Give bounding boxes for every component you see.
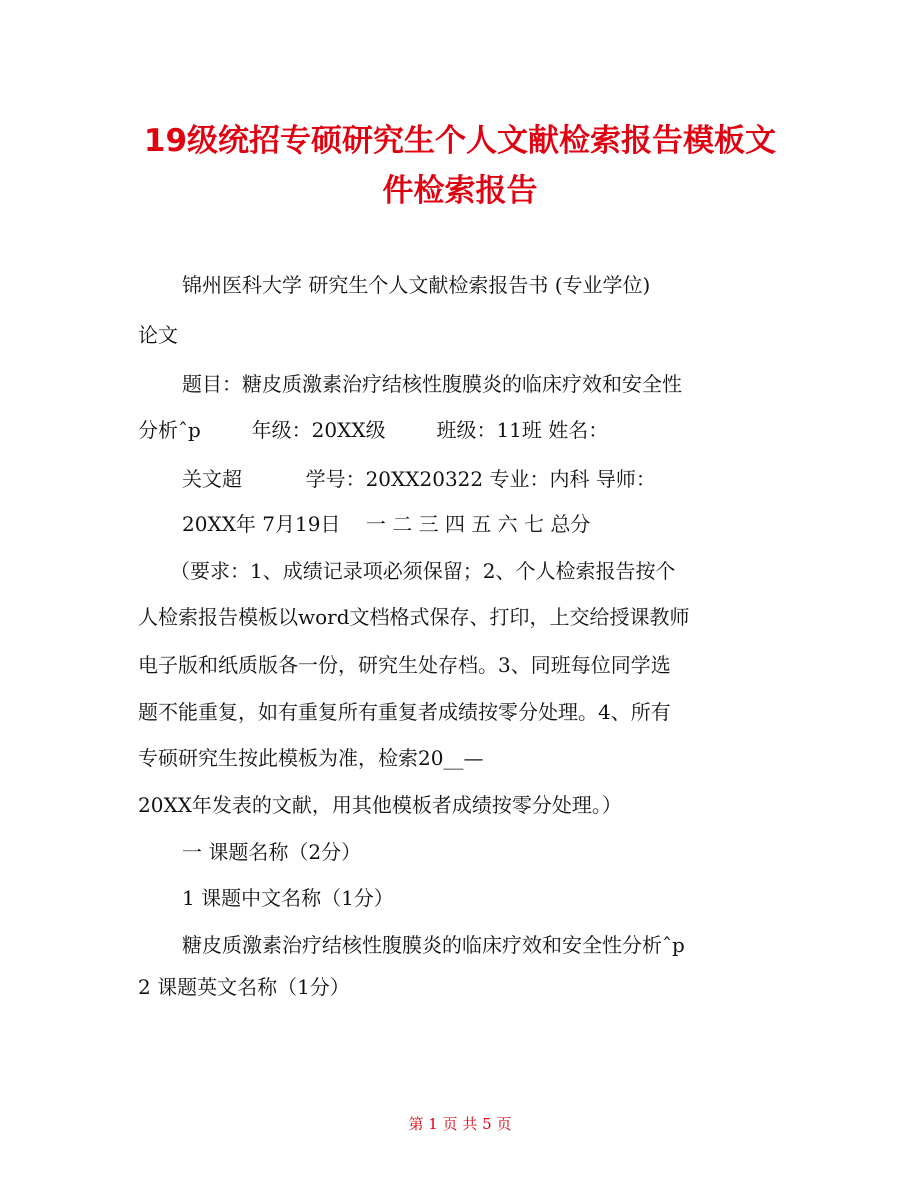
- paragraph-line-requirements-4: 题不能重复，如有重复所有重复者成绩按零分处理。4、所有: [138, 700, 671, 724]
- paragraph-line-requirements-3: 电子版和纸质版各一份，研究生处存档。3、同班每位同学选: [138, 653, 671, 677]
- page-number-footer: 第 1 页 共 5 页: [408, 1115, 512, 1133]
- title-line-1: 19级统招专硕研究生个人文献检索报告模板文: [143, 123, 777, 159]
- paragraph-line-requirements-5: 专硕研究生按此模板为准，检索20__—: [138, 746, 484, 770]
- paragraph-line-thesis: 论文: [138, 323, 178, 347]
- paragraph-line-grade-class: 分析ˆp 年级：20XX级 班级：11班 姓名：: [138, 418, 609, 442]
- subheading-chinese-name: 1 课题中文名称（1分）: [182, 886, 394, 910]
- paragraph-line-requirements-6: 20XX年发表的文献，用其他模板者成绩按零分处理。）: [138, 793, 622, 817]
- paragraph-line-student-info: 关文超 学号：20XX20322 专业：内科 导师：: [182, 467, 656, 491]
- paragraph-line-date-scores: 20XX年 7月19日 一 二 三 四 五 六 七 总分: [182, 512, 591, 536]
- title-line-2: 件检索报告: [382, 173, 538, 209]
- paragraph-line-requirements-1: （要求：1、成绩记录项必须保留；2、个人检索报告按个: [170, 559, 676, 583]
- paragraph-line-requirements-2: 人检索报告模板以word文档格式保存、打印，上交给授课教师: [138, 605, 690, 629]
- document-title: [100, 116, 820, 216]
- paragraph-line-chinese-title: 糖皮质激素治疗结核性腹膜炎的临床疗效和安全性分析ˆp: [182, 933, 685, 957]
- paragraph-line-topic: 题目：糖皮质激素治疗结核性腹膜炎的临床疗效和安全性: [182, 372, 682, 396]
- paragraph-line-university: 锦州医科大学 研究生个人文献检索报告书 (专业学位): [182, 273, 651, 297]
- section-heading-topic-name: 一 课题名称（2分）: [182, 840, 362, 864]
- subheading-english-name: 2 课题英文名称（1分）: [138, 975, 350, 999]
